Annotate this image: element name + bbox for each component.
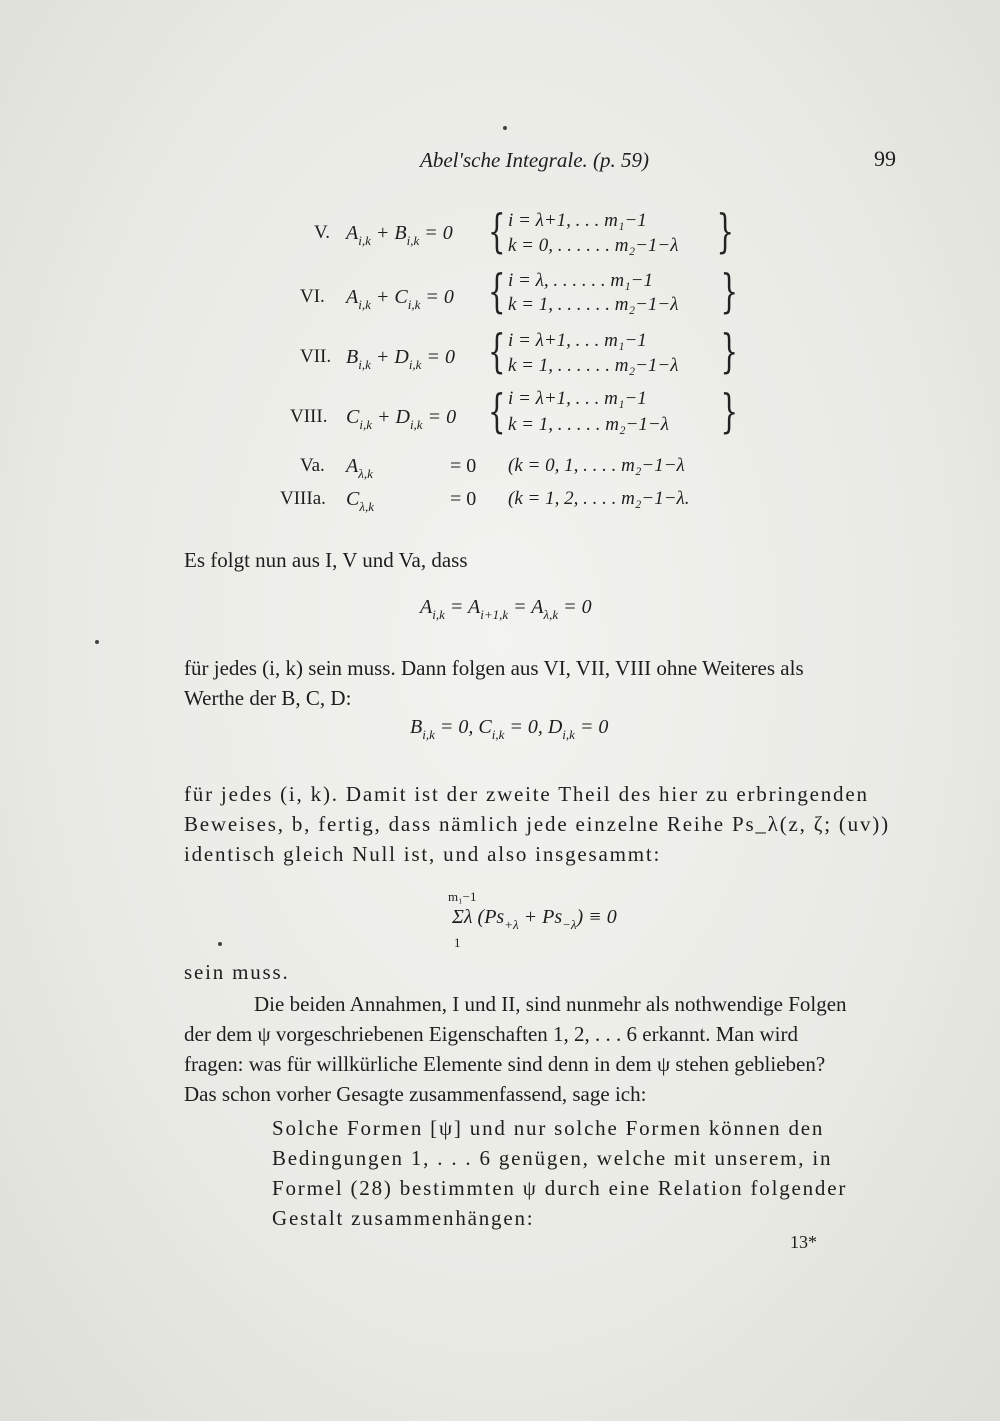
paragraph-line: Gestalt zusammenhängen: bbox=[272, 1206, 535, 1230]
left-brace: { bbox=[488, 384, 506, 438]
paragraph-line: Die beiden Annahmen, I und II, sind nunmehr als nothwendige Folgen bbox=[254, 992, 847, 1016]
condition: k = 1, . . . . . . m₂−1−λ bbox=[508, 355, 679, 376]
speck bbox=[95, 640, 99, 644]
speck bbox=[503, 126, 507, 130]
condition: k = 1, . . . . . . m₂−1−λ bbox=[508, 294, 679, 315]
condition: i = λ+1, . . . m₁−1 bbox=[508, 330, 647, 351]
equation-label: VIII. bbox=[290, 406, 328, 427]
paragraph-line: für jedes (i, k) sein muss. Dann folgen aus VI, VII, VIII ohne Weiteres als bbox=[184, 656, 804, 680]
paragraph-line: Bedingungen 1, . . . 6 genügen, welche mit unserem, in bbox=[272, 1146, 833, 1170]
paragraph-line: Beweises, b, fertig, dass nämlich jede einzelne Reihe Ps_λ(z, ζ; (uv)) bbox=[184, 812, 890, 836]
paragraph-line: fragen: was für willkürliche Elemente sind denn in dem ψ stehen geblieben? bbox=[184, 1052, 826, 1076]
equation-label: Va. bbox=[300, 455, 325, 476]
signature-mark: 13* bbox=[790, 1232, 817, 1252]
page: Abel'sche Integrale. (p. 59) 99 V. $A_{i,k} + B_{i,k} = 0$ { i = λ+1, . . . m₁−1 k = 0, . . . . . . m₂−1−λ { VI. $A_{i,k} + C_{i,k} = 0$ { i = λ, . . . . . . m₁−1 k = 1, . . . . . . m₂−1−λ { VII. $B_{i,k} + D_{i,k} = 0$ { i = λ+1, . . . m₁−1 k = 1, . . . . . . m₂−1−λ { VIII. $C_{i,k} + D_{i,k} = 0$ { i = λ+1, . . . m₁−1 k = 1, . . . . . m₂−1−λ { Va. $A_{\lambda,k}$ = 0 (k = 0, 1, . . . . m₂−1−λ VIIIa. $C_{\lambda,k}$ = 0 (k = 1, 2, . . . . m₂−1−λ. Es folgt nun aus I, V und Va, dass $A_{i,k} = A_{i+1,k} = A_{\lambda,k} = 0$ für jedes (i, k) sein muss. Dann folgen aus VI, VII, VIII ohne Weiteres als Werthe der B, C, D: $B_{i,k} = 0$, $C_{i,k} = 0$, $D_{i,k} = 0$ für jedes (i, k). Damit ist der zweite Theil des hier zu erbringenden Beweises, b, fertig, dass nämlich jede einzelne Reihe Ps_λ(z, ζ; (uv)) identisch gleich Null ist, und also insgesammt: m₁−1 Σλ $(Ps_{+\lambda} + Ps_{-\lambda}) \equiv 0$ 1 sein muss. Die beiden Annahmen, I und II, sind nunmehr als nothwendige Folgen der dem ψ vorgeschriebenen Eigenschaften 1, 2, . . . 6 erkannt. Man wird fragen: was für willkürliche Elemente sind denn in dem ψ stehen geblieben? Das schon vorher Gesagte zusammenfassend, sage ich: Solche Formen [ψ] und nur solche Formen können den Bedingungen 1, . . . 6 genügen, welche mit unserem, in Formel (28) bestimmten ψ durch eine Relation folgender Gestalt zusammenhängen: 13* bbox=[0, 0, 1000, 1421]
sum-expression: Σλ $(Ps_{+\lambda} + Ps_{-\lambda}) \equiv 0$ bbox=[452, 906, 617, 932]
paragraph-line: der dem ψ vorgeschriebenen Eigenschaften 1, 2, . . . 6 erkannt. Man wird bbox=[184, 1022, 798, 1046]
condition: i = λ, . . . . . . m₁−1 bbox=[508, 270, 653, 291]
paragraph-line: Werthe der B, C, D: bbox=[184, 686, 352, 710]
equation-label: VII. bbox=[300, 346, 332, 367]
paragraph-line: sein muss. bbox=[184, 960, 290, 984]
left-brace: { bbox=[488, 264, 506, 318]
right-brace: { bbox=[720, 384, 738, 438]
equation-label: VI. bbox=[300, 286, 325, 307]
condition: i = λ+1, . . . m₁−1 bbox=[508, 210, 647, 231]
equation-label: V. bbox=[314, 222, 331, 243]
condition: (k = 1, 2, . . . . m₂−1−λ. bbox=[508, 488, 690, 509]
right-brace: { bbox=[720, 324, 738, 378]
left-brace: { bbox=[488, 204, 506, 258]
running-header: Abel'sche Integrale. (p. 59) bbox=[420, 148, 650, 172]
paragraph-line: Solche Formen [ψ] und nur solche Formen können den bbox=[272, 1116, 825, 1140]
left-brace: { bbox=[488, 324, 506, 378]
right-brace: { bbox=[720, 264, 738, 318]
paragraph-line: Formel (28) bestimmten ψ durch eine Relation folgender bbox=[272, 1176, 848, 1200]
paragraph-line: Das schon vorher Gesagte zusammenfassend, sage ich: bbox=[184, 1082, 647, 1106]
paragraph-line: Es folgt nun aus I, V und Va, dass bbox=[184, 548, 468, 572]
sum-lower-limit: 1 bbox=[454, 935, 461, 950]
equation-label: VIIIa. bbox=[280, 488, 326, 509]
condition: k = 1, . . . . . m₂−1−λ bbox=[508, 414, 669, 435]
display-equation: $B_{i,k} = 0$, $C_{i,k} = 0$, $D_{i,k} = 0$ bbox=[410, 716, 609, 742]
condition: k = 0, . . . . . . m₂−1−λ bbox=[508, 235, 679, 256]
sum-upper-limit: m₁−1 bbox=[448, 889, 477, 904]
paragraph-line: für jedes (i, k). Damit ist der zweite Theil des hier zu erbringenden bbox=[184, 782, 869, 806]
speck bbox=[218, 942, 222, 946]
condition: (k = 0, 1, . . . . m₂−1−λ bbox=[508, 455, 685, 476]
display-equation: $A_{i,k} = A_{i+1,k} = A_{\lambda,k} = 0$ bbox=[420, 596, 592, 622]
page-number: 99 bbox=[874, 146, 896, 171]
condition: i = λ+1, . . . m₁−1 bbox=[508, 388, 647, 409]
paragraph-line: identisch gleich Null ist, und also insgesammt: bbox=[184, 842, 662, 866]
right-brace: { bbox=[716, 204, 734, 258]
